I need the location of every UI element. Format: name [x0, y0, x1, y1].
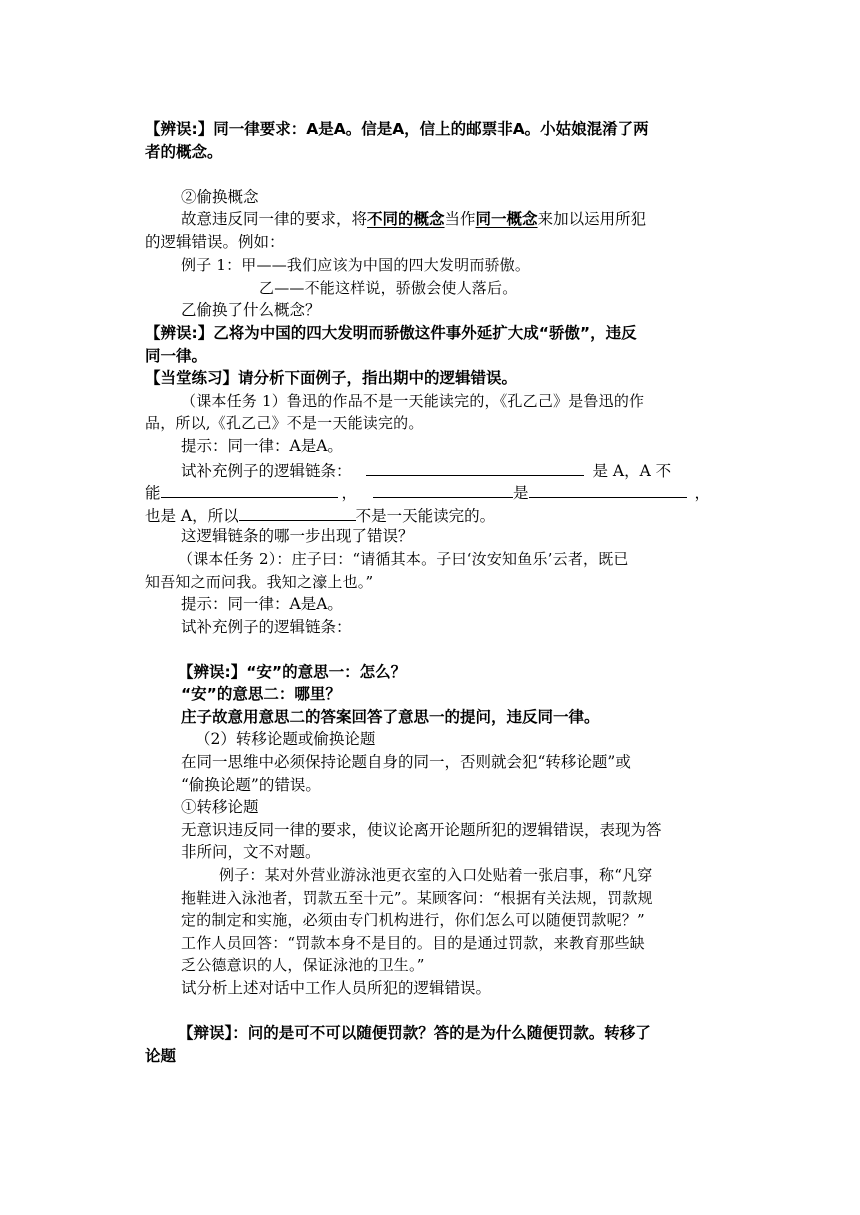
example-line: 拖鞋进入泳池者，罚款五至十元”。某顾客问：“根据有关法规，罚款规 [181, 889, 653, 907]
hint-line: 提示：同一律：A是A。 [181, 437, 343, 455]
task-line: 品，所以,《孔乙己》不是一天能读完的。 [145, 414, 424, 432]
chain-line: 试补充例子的逻辑链条： [181, 618, 352, 636]
task-line: （课本任务 2）：庄子曰：“请循其本。子曰‘汝安知鱼乐’云者，既已 [178, 550, 629, 568]
intro-line: 在同一思维中必须保持论题自身的同一，否则就会犯“转移论题”或 [181, 753, 631, 771]
fill-blank[interactable] [239, 503, 356, 521]
fill-blank[interactable] [366, 458, 584, 476]
practice-heading: 【当堂练习】请分析下面例子，指出期中的逻辑错误。 [145, 369, 518, 387]
definition-line: 故意违反同一律的要求，将不同的概念当作同一概念来加以运用所犯 [181, 210, 647, 228]
fill-blank[interactable] [373, 480, 513, 498]
task-line: （课本任务 1）鲁迅的作品不是一天能读完的，《孔乙己》是鲁迅的作 [181, 392, 645, 410]
fill-blank[interactable] [529, 480, 687, 498]
chain-line: 试补充例子的逻辑链条： 是 A，A 不 [181, 458, 671, 482]
analysis-paragraph-line: 论题 [145, 1047, 177, 1065]
example-line: 乏公德意识的人，保证泳池的卫生。” [181, 956, 425, 974]
example-line: 定的制定和实施，必须由专门机构进行，你们怎么可以随便罚款呢？” [181, 911, 645, 929]
task-line: 试分析上述对话中工作人员所犯的逻辑错误。 [181, 979, 492, 997]
analysis-paragraph-line: 【辨误:】乙将为中国的四大发明而骄傲这件事外延扩大成“骄傲”，违反 [145, 324, 637, 342]
section-heading: （2）转移论题或偷换论题 [195, 730, 376, 748]
fill-blank[interactable] [161, 480, 338, 498]
section-heading: ②偷换概念 [181, 188, 259, 206]
hint-line: 提示：同一律：A是A。 [181, 595, 343, 613]
definition-line: 的逻辑错误。例如： [145, 233, 285, 251]
subsection-heading: ①转移论题 [181, 798, 259, 816]
definition-line: 非所问，文不对题。 [181, 843, 321, 861]
underlined-term: 不同的概念 [367, 210, 445, 228]
analysis-paragraph-line: 【辨误:】“安”的意思一：怎么？ [178, 663, 407, 681]
question-line: 乙偷换了什么概念？ [181, 301, 321, 319]
analysis-paragraph-line: 【辩误】：问的是可不可以随便罚款？答的是为什么随便罚款。转移了 [178, 1024, 651, 1042]
example-line: 例子 1：甲——我们应该为中国的四大发明而骄傲。 [181, 256, 531, 274]
chain-line: 能 ， 是 ， [145, 480, 710, 504]
analysis-paragraph-line: “安”的意思二：哪里？ [181, 685, 341, 703]
analysis-paragraph-line: 庄子故意用意思二的答案回答了意思一的提问，违反同一律。 [181, 708, 600, 726]
example-line: 乙——不能这样说，骄傲会使人落后。 [259, 279, 518, 297]
underlined-term: 同一概念 [475, 210, 538, 228]
chain-line: 也是 A，所以 不是一天能读完的。 [145, 503, 495, 527]
example-line: 工作人员回答：“罚款本身不是目的。目的是通过罚款，来教育那些缺 [181, 934, 645, 952]
question-line: 这逻辑链条的哪一步出现了错误？ [181, 527, 414, 545]
task-line: 知吾知之而问我。我知之濠上也。” [145, 573, 374, 591]
analysis-paragraph-line: 同一律。 [145, 347, 208, 365]
analysis-paragraph-line: 【辨误:】同一律要求：A是A。信是A，信上的邮票非A。小姑娘混淆了两 [145, 120, 649, 138]
example-line: 例子：某对外营业游泳池更衣室的入口处贴着一张启事，称“凡穿 [219, 866, 653, 884]
analysis-paragraph-line: 者的概念。 [145, 143, 223, 161]
intro-line: “偷换论题”的错误。 [181, 776, 321, 794]
definition-line: 无意识违反同一律的要求，使议论离开论题所犯的逻辑错误，表现为答 [181, 821, 662, 839]
